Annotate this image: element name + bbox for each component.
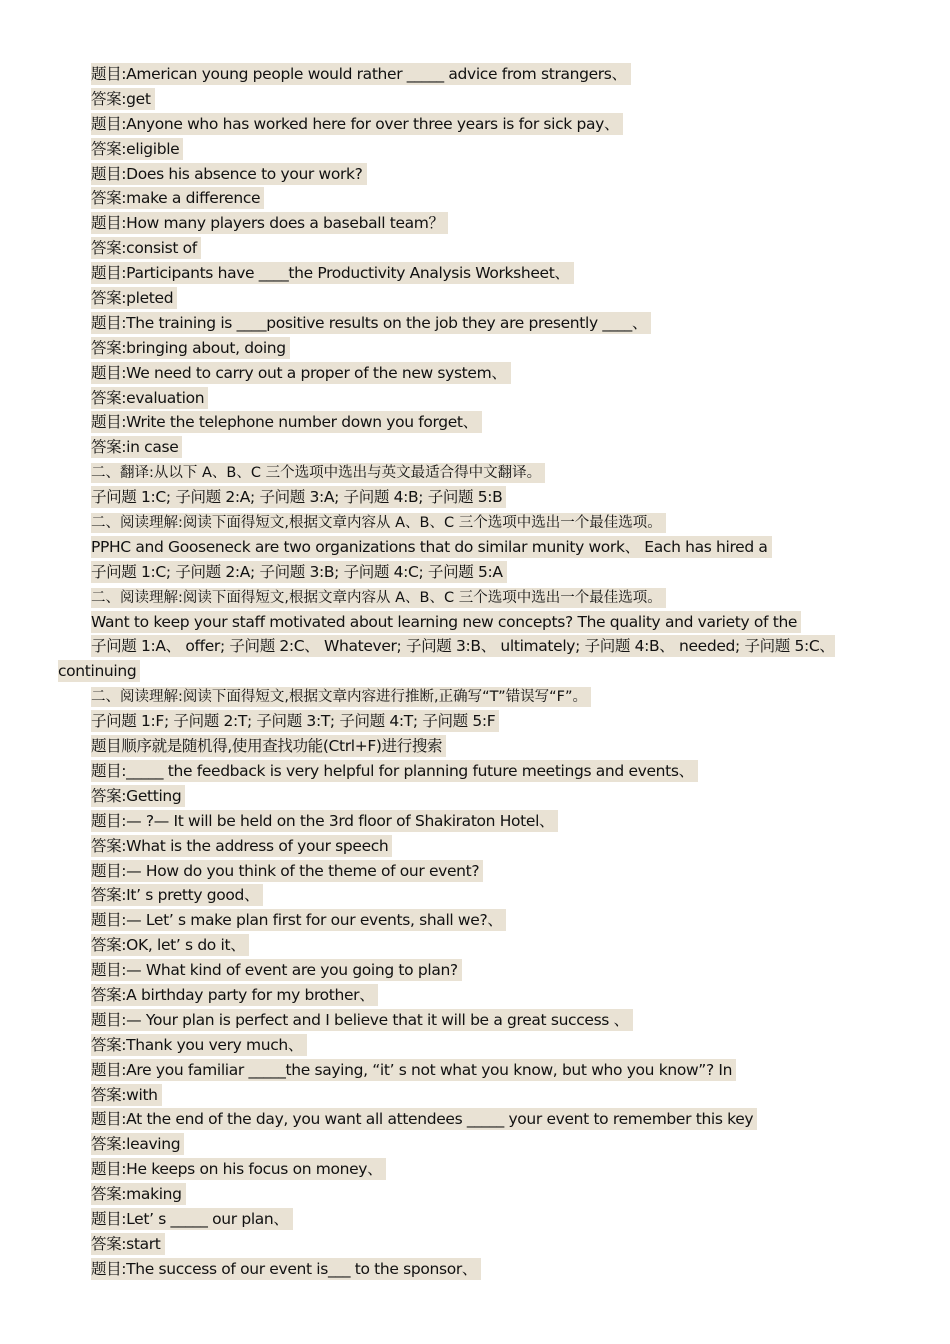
question-line xyxy=(0,361,950,386)
text-run: 答案:Thank you very much、 xyxy=(91,1034,307,1056)
text-run: 答案:making xyxy=(91,1183,186,1205)
text-run: 题目:— How do you think of the theme of our event? xyxy=(91,860,483,882)
answer-line xyxy=(0,983,950,1008)
question-line xyxy=(0,62,950,87)
text-run: PPHC and Gooseneck are two organizations that do similar munity work、 Each has hired a xyxy=(91,536,772,558)
answer-line xyxy=(0,386,950,411)
question-line xyxy=(0,311,950,336)
text-run: 题目:Let’ s _____ our plan、 xyxy=(91,1208,293,1230)
text-run: 题目:He keeps on his focus on money、 xyxy=(91,1158,386,1180)
question-line xyxy=(0,112,950,137)
text-run: 题目顺序就是随机得,使用查找功能(Ctrl+F)进行搜索 xyxy=(91,735,446,757)
text-run: 答案:A birthday party for my brother、 xyxy=(91,984,378,1006)
question-line xyxy=(0,859,950,884)
text-run: 答案:evaluation xyxy=(91,387,208,409)
text-run: 答案:consist of xyxy=(91,237,201,259)
text-run: 题目:_____ the feedback is very helpful for planning future meetings and events、 xyxy=(91,760,698,782)
text-run: 答案:What is the address of your speech xyxy=(91,835,392,857)
text-run: 题目:Participants have ____the Productivity Analysis Worksheet、 xyxy=(91,262,574,284)
text-run: 二、阅读理解:阅读下面得短文,根据文章内容从 A、B、C 三个选项中选出一个最佳选项。 xyxy=(91,513,666,533)
text-run: 答案:bringing about, doing xyxy=(91,337,290,359)
answer-line xyxy=(0,435,950,460)
answer-line xyxy=(0,834,950,859)
text-run: 题目:The success of our event is___ to the sponsor、 xyxy=(91,1258,481,1280)
text-run: 答案:make a difference xyxy=(91,187,264,209)
text-run: 二、翻译:从以下 A、B、C 三个选项中选出与英文最适合得中文翻译。 xyxy=(91,463,545,483)
section-heading xyxy=(0,460,950,485)
text-run: 题目:Are you familiar _____the saying, “it’ s not what you know, but who you know”? In xyxy=(91,1059,736,1081)
text-run: 题目:— What kind of event are you going to plan? xyxy=(91,959,462,981)
question-line xyxy=(0,809,950,834)
question-line xyxy=(0,162,950,187)
text-run: 题目:— ?— It will be held on the 3rd floor of Shakiraton Hotel、 xyxy=(91,810,558,832)
text-run: 题目:— Your plan is perfect and I believe that it will be a great success 、 xyxy=(91,1009,633,1031)
text-run: 题目:American young people would rather _____ advice from strangers、 xyxy=(91,63,631,85)
answer-line xyxy=(0,1083,950,1108)
text-run: 题目:Write the telephone number down you forget、 xyxy=(91,411,482,433)
text-run: 答案:start xyxy=(91,1233,165,1255)
passage-excerpt xyxy=(0,610,950,635)
subquestion-answers xyxy=(0,485,950,510)
answer-line xyxy=(0,286,950,311)
answer-line xyxy=(0,1033,950,1058)
question-line xyxy=(0,1207,950,1232)
question-line xyxy=(0,261,950,286)
text-run: 题目:Does his absence to your work? xyxy=(91,163,367,185)
text-run: 答案:pleted xyxy=(91,287,177,309)
section-heading xyxy=(0,585,950,610)
text-run: 子问题 1:F; 子问题 2:T; 子问题 3:T; 子问题 4:T; 子问题 5:F xyxy=(91,710,499,732)
text-run: 答案:It’ s pretty good、 xyxy=(91,884,263,906)
question-line xyxy=(0,1008,950,1033)
text-run: 题目:At the end of the day, you want all attendees _____ your event to remember this key xyxy=(91,1108,757,1130)
search-note xyxy=(0,734,950,759)
subquestion-answers xyxy=(0,560,950,585)
document-body xyxy=(0,62,950,1282)
question-line xyxy=(0,1107,950,1132)
question-line xyxy=(0,211,950,236)
text-run: 答案:with xyxy=(91,1084,162,1106)
answer-line xyxy=(0,137,950,162)
text-run: 题目:— Let’ s make plan first for our events, shall we?、 xyxy=(91,909,506,931)
text-run: 答案:Getting xyxy=(91,785,185,807)
answer-line xyxy=(0,236,950,261)
text-run: 题目:Anyone who has worked here for over three years is for sick pay、 xyxy=(91,113,623,135)
subquestion-answers xyxy=(0,709,950,734)
text-run: 题目:The training is ____positive results on the job they are presently ____、 xyxy=(91,312,651,334)
text-run: 答案:eligible xyxy=(91,138,183,160)
text-run: 题目:We need to carry out a proper of the new system、 xyxy=(91,362,511,384)
answer-line xyxy=(0,1132,950,1157)
question-line xyxy=(0,1058,950,1083)
text-run: 二、阅读理解:阅读下面得短文,根据文章内容进行推断,正确写“T”错误写“F”。 xyxy=(91,687,591,707)
question-line xyxy=(0,1157,950,1182)
question-line xyxy=(0,958,950,983)
answer-line xyxy=(0,87,950,112)
answer-line xyxy=(0,1182,950,1207)
text-run: 答案:OK, let’ s do it、 xyxy=(91,934,249,956)
text-run: 答案:leaving xyxy=(91,1133,184,1155)
question-line xyxy=(0,759,950,784)
answer-line xyxy=(0,933,950,958)
text-run: 子问题 1:C; 子问题 2:A; 子问题 3:B; 子问题 4:C; 子问题 5:A xyxy=(91,561,507,583)
answer-line xyxy=(0,336,950,361)
text-run: 子问题 1:A、 offer; 子问题 2:C、 Whatever; 子问题 3:B、 ultimately; 子问题 4:B、 needed; 子问题 5:C、 continuing xyxy=(58,637,835,681)
text-run: 子问题 1:C; 子问题 2:A; 子问题 3:A; 子问题 4:B; 子问题 5:B xyxy=(91,486,506,508)
text-run: 答案:get xyxy=(91,88,155,110)
answer-line xyxy=(0,186,950,211)
section-heading xyxy=(0,684,950,709)
text-run: Want to keep your staff motivated about learning new concepts? The quality and variety of the xyxy=(91,611,801,633)
subquestion-answers xyxy=(0,634,950,684)
section-heading xyxy=(0,510,950,535)
text-run: 题目:How many players does a baseball team？ xyxy=(91,212,448,234)
answer-line xyxy=(0,883,950,908)
answer-line xyxy=(0,784,950,809)
text-run: 二、阅读理解:阅读下面得短文,根据文章内容从 A、B、C 三个选项中选出一个最佳选项。 xyxy=(91,588,666,608)
passage-excerpt xyxy=(0,535,950,560)
question-line xyxy=(0,1257,950,1282)
question-line xyxy=(0,908,950,933)
answer-line xyxy=(0,1232,950,1257)
text-run: 答案:in case xyxy=(91,436,182,458)
question-line xyxy=(0,410,950,435)
